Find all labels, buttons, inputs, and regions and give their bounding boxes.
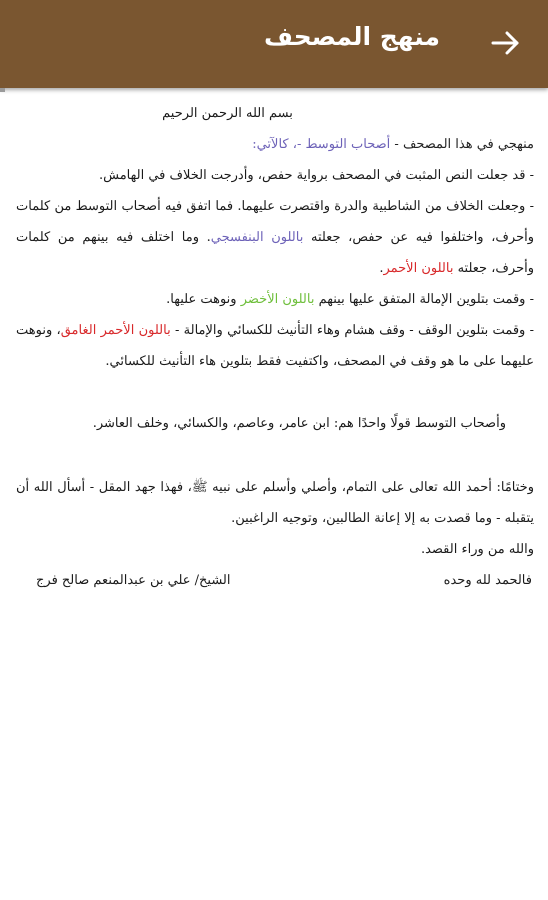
- rule-waqf-text: - وقمت بتلوين الوقف - وقف هشام وهاء التأنيث للكسائي والإمالة -: [170, 323, 534, 338]
- basmala: بسم الله الرحمن الرحيم: [162, 106, 293, 121]
- signature-row: [16, 565, 534, 596]
- rule-shatibiyya-end: .: [379, 261, 384, 276]
- rule-hafs: - قد جعلت النص المثبت في المصحف برواية حفص، وأدرجت الخلاف في الهامش.: [99, 168, 534, 183]
- rule-shatibiyya-mid: . وما اختلف فيه بينهم من كلمات وأحرف، جعلته: [16, 230, 534, 276]
- allah-line: والله من وراء القصد.: [420, 542, 534, 557]
- rule-imala: [16, 284, 534, 315]
- intro-tail: ، كالآتي:: [252, 137, 297, 152]
- dark-red-color-label: باللون الأحمر الغامق: [60, 323, 171, 338]
- rule-imala-text: - وقمت بتلوين الإمالة المتفق عليها بينهم: [314, 292, 534, 307]
- page-title: منهج المصحف: [263, 22, 440, 51]
- rule-imala-end: ونوهت عليها.: [166, 292, 241, 307]
- content-area: [16, 98, 534, 596]
- rule-shatibiyya: [16, 191, 534, 284]
- author-name: الشيخ/ علي بن عبدالمنعم صالح فرج: [36, 573, 231, 588]
- red-color-label: باللون الأحمر: [383, 261, 454, 276]
- rule-waqf-end: ، ونوهت عليهما على ما هو وقف في المصحف، واكتفيت فقط بتلوين هاء التأنيث للكسائي.: [16, 323, 534, 369]
- intro-line: [16, 129, 534, 160]
- rule-shatibiyya-text: - وجعلت الخلاف من الشاطبية والدرة واقتصرت عليهما. فما اتفق فيه أصحاب التوسط من كلمات وأحرف، واختلفوا فيه عن حفص، جعلته: [16, 199, 534, 245]
- back-arrow-icon[interactable]: [490, 28, 520, 58]
- app-bar: [0, 0, 548, 88]
- green-color-label: باللون الأخضر: [240, 292, 315, 307]
- purple-color-label: باللون البنفسجي: [210, 230, 304, 245]
- praise-text: فالحمد لله وحده: [443, 573, 532, 588]
- spacer: [16, 377, 534, 408]
- rule-waqf: [16, 315, 534, 377]
- spacer: [16, 439, 534, 472]
- intro-highlight: أصحاب التوسط -: [296, 137, 391, 152]
- intro-lead: منهجي في هذا المصحف -: [390, 137, 534, 152]
- closing-paragraph: وختامًا: أحمد الله تعالى على التمام، وأصلي وأسلم على نبيه ﷺ، فهذا جهد المقل - أسأل الله أن يتقبله - وما قصدت به إلا إعانة الطالبين، وتوجيه الراغبين.: [16, 480, 534, 526]
- page-edge-marker: [0, 88, 5, 92]
- narrators-line: وأصحاب التوسط قولًا واحدًا هم: ابن عامر، وعاصم، والكسائي، وخلف العاشر.: [92, 416, 506, 431]
